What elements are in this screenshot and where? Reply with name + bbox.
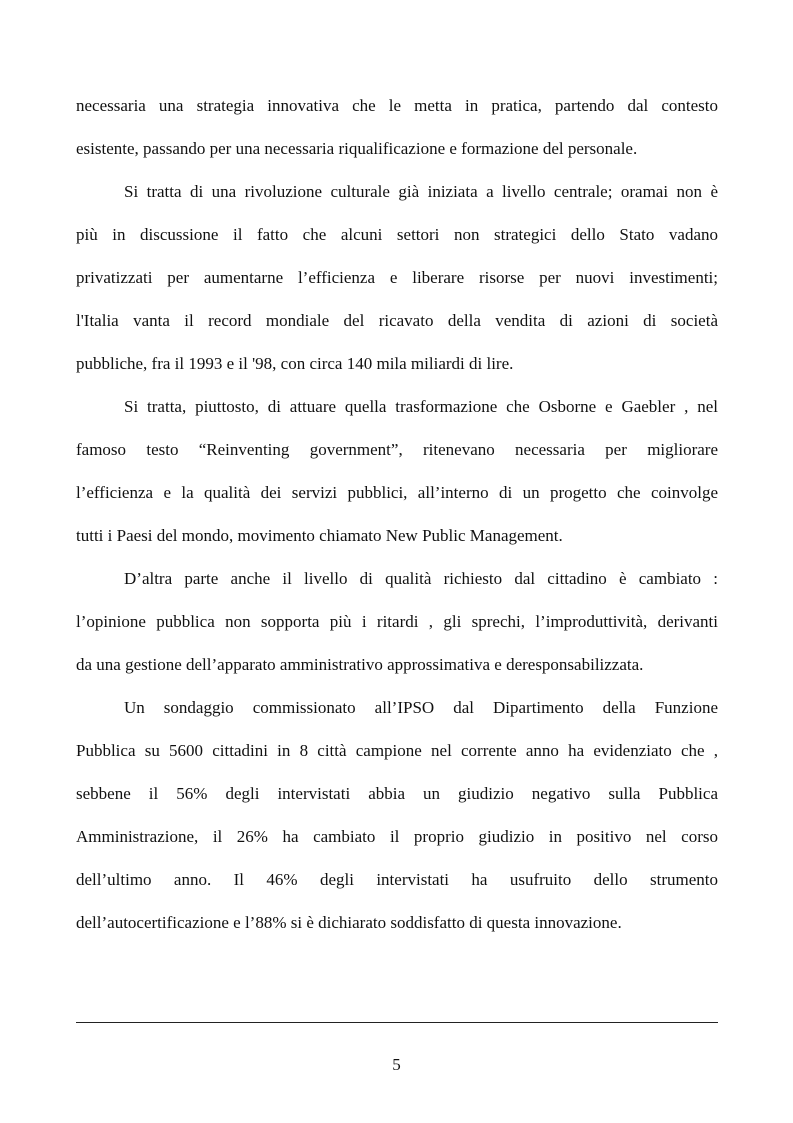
paragraph-line: l'Italia vanta il record mondiale del ricavato della vendita di azioni di società [76, 311, 718, 330]
paragraph-line: Un sondaggio commissionato all’IPSO dal Dipartimento della Funzione [124, 698, 718, 717]
paragraph-line: D’altra parte anche il livello di qualità richiesto dal cittadino è cambiato : [124, 569, 718, 588]
paragraph-line: famoso testo “Reinventing government”, ritenevano necessaria per migliorare [76, 440, 718, 459]
paragraph-line: Pubblica su 5600 cittadini in 8 città campione nel corrente anno ha evidenziato che , [76, 741, 718, 760]
paragraph-line: necessaria una strategia innovativa che le metta in pratica, partendo dal contesto [76, 96, 718, 115]
paragraph-line: Si tratta di una rivoluzione culturale già iniziata a livello centrale; oramai non è [124, 182, 718, 201]
paragraph-line: sebbene il 56% degli intervistati abbia un giudizio negativo sulla Pubblica [76, 784, 718, 803]
paragraph-line: più in discussione il fatto che alcuni settori non strategici dello Stato vadano [76, 225, 718, 244]
footer-divider [76, 1022, 718, 1023]
paragraph-line: privatizzati per aumentarne l’efficienza e liberare risorse per nuovi investimenti; [76, 268, 718, 287]
paragraph-line: dell’autocertificazione e l’88% si è dichiarato soddisfatto di questa innovazione. [76, 913, 622, 932]
paragraph-line: l’efficienza e la qualità dei servizi pubblici, all’interno di un progetto che coinvolge [76, 483, 718, 502]
paragraph-line: esistente, passando per una necessaria riqualificazione e formazione del personale. [76, 139, 638, 158]
document-body [76, 84, 718, 944]
paragraph-line: Amministrazione, il 26% ha cambiato il proprio giudizio in positivo nel corso [76, 827, 718, 846]
paragraph-line: dell’ultimo anno. Il 46% degli intervistati ha usufruito dello strumento [76, 870, 718, 889]
paragraph-line: Si tratta, piuttosto, di attuare quella trasformazione che Osborne e Gaebler , nel [124, 397, 718, 416]
paragraph-line: l’opinione pubblica non sopporta più i ritardi , gli sprechi, l’improduttività, derivanti [76, 612, 718, 631]
paragraph-line: tutti i Paesi del mondo, movimento chiamato New Public Management. [76, 526, 563, 545]
paragraph-line: pubbliche, fra il 1993 e il '98, con circa 140 mila miliardi di lire. [76, 354, 514, 373]
paragraph-line: da una gestione dell’apparato amministrativo approssimativa e deresponsabilizzata. [76, 655, 644, 674]
page-number: 5 [392, 1055, 401, 1074]
